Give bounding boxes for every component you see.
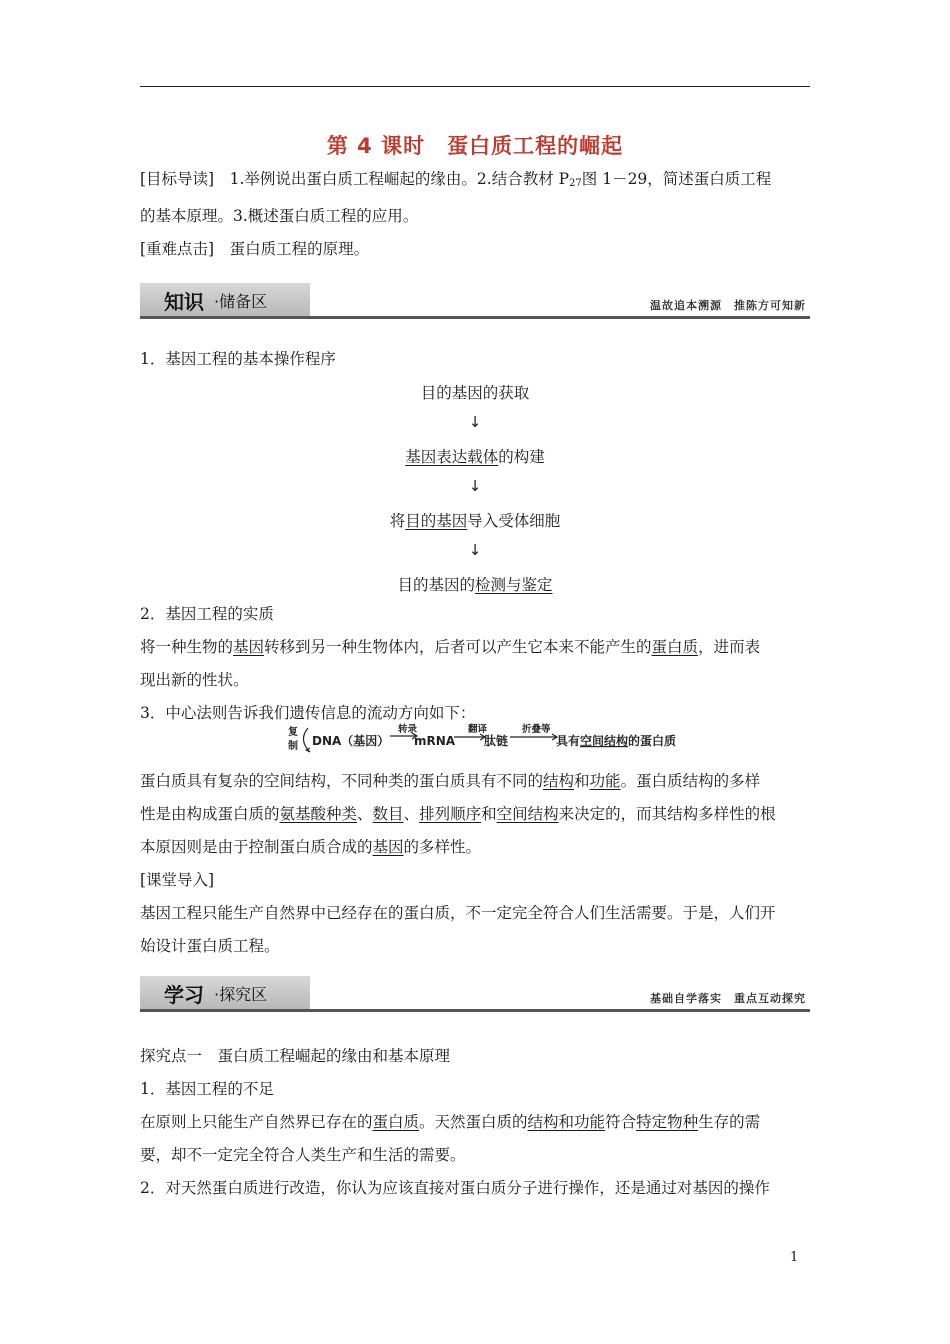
blank-answer: 空间结构: [496, 805, 559, 823]
blank-answer: 蛋白质: [651, 638, 699, 656]
structure-line-1: [140, 765, 812, 798]
banner-rule: [140, 1009, 810, 1012]
flow-step-3-key: 目的基因: [405, 512, 468, 530]
page-ref-subscript: 27: [569, 178, 582, 189]
page-title: 第 4 课时 蛋白质工程的崛起: [326, 134, 624, 158]
item2-line-2: 现出新的性状。: [140, 671, 249, 689]
goals-line-2: 的基本原理。3.概述蛋白质工程的应用。: [140, 207, 419, 225]
blank-answer: 数目: [372, 805, 404, 823]
result-pre: 具有: [556, 734, 581, 748]
item1-heading: 1．基因工程的基本操作程序: [140, 350, 336, 368]
text: ，进而表: [698, 638, 761, 656]
explore-block: [140, 1040, 812, 1205]
banner-slogan: 温故追本溯源 推陈方可知新: [650, 299, 806, 312]
down-arrow-icon: ↓: [468, 413, 482, 431]
goals-line-1: [140, 163, 812, 200]
explore-sub-1: 1．基因工程的不足: [140, 1080, 274, 1098]
result-key: 空间结构: [580, 734, 629, 748]
blank-answer: 基因: [233, 638, 265, 656]
flow-step-3-rest: 导入受体细胞: [467, 512, 561, 530]
explore-heading: 探究点一 蛋白质工程崛起的缘由和基本原理: [140, 1047, 451, 1065]
translation-label: 翻译: [468, 724, 488, 735]
explore-para-1-line-2: 要，却不一定完全符合人类生产和生活的需要。: [140, 1146, 466, 1164]
structure-block: [140, 765, 812, 963]
intro-label: [课堂导入]: [140, 871, 215, 889]
banner-title: 学习: [164, 983, 204, 1007]
key-text: 蛋白质工程的原理。: [214, 240, 370, 258]
banner-slogan: 基础自学落实 重点互动探究: [650, 992, 806, 1005]
banner-title: 知识: [164, 290, 204, 314]
flow-step-2-key: 基因表达载体: [405, 448, 499, 466]
text: 的多样性。: [403, 838, 482, 856]
text: 符合: [605, 1113, 637, 1131]
central-dogma-diagram: [286, 722, 677, 756]
text: 和: [574, 772, 590, 790]
flow-step-4-key: 检测与鉴定: [475, 576, 553, 594]
explore-para-1: [140, 1106, 812, 1139]
flow-step-4: [140, 573, 810, 595]
text: 。天然蛋白质的: [419, 1113, 528, 1131]
blank-answer: 氨基酸种类: [279, 805, 358, 823]
section-banner-knowledge: [140, 283, 810, 319]
item2-line-1: [140, 631, 812, 664]
intro-line-1: 基因工程只能生产自然界中已经存在的蛋白质，不一定完全符合人们生活需要。于是，人们开: [140, 904, 776, 922]
item3-heading: 3．中心法则告诉我们遗传信息的流动方向如下：: [140, 704, 476, 722]
mrna-label: mRNA: [414, 734, 456, 748]
banner-subtitle: ·探究区: [214, 985, 268, 1004]
text: 将一种生物的: [140, 638, 234, 656]
item2-block: [140, 598, 812, 730]
flow-step-2-rest: 的构建: [498, 448, 545, 466]
fuzhi-label-2: 制: [288, 741, 298, 752]
text: 生存的需: [698, 1113, 761, 1131]
blank-answer: 结构和功能: [527, 1113, 606, 1131]
structure-line-3: [140, 831, 812, 864]
page-number: 1: [790, 1250, 799, 1265]
result-post: 的蛋白质: [628, 734, 677, 748]
key-points-line: [140, 233, 812, 266]
text: 蛋白质具有复杂的空间结构，不同种类的蛋白质具有不同的: [140, 772, 544, 790]
goals-text-a: 1.举例说出蛋白质工程崛起的缘由。2.结合教材 P: [214, 170, 570, 188]
banner-rule: [140, 316, 810, 319]
banner-tab: [140, 976, 310, 1010]
text: 性是由构成蛋白质的: [140, 805, 280, 823]
goals-label: [目标导读]: [140, 170, 215, 188]
protein-result: [556, 733, 676, 748]
banner-tab: [140, 283, 310, 317]
blank-answer: 特定物种: [636, 1113, 699, 1131]
peptide-label: 肽链: [484, 734, 509, 748]
folding-label: 折叠等: [522, 724, 551, 735]
intro-line-2: 始设计蛋白质工程。: [140, 937, 280, 955]
text: 。蛋白质结构的多样: [620, 772, 761, 790]
blank-answer: 结构: [543, 772, 575, 790]
fuzhi-label-1: 复: [288, 727, 298, 738]
blank-answer: 基因: [372, 838, 404, 856]
text: 、: [357, 805, 373, 823]
flow-step-4-pre: 目的基因的: [397, 576, 475, 594]
goals-text-b: 图 1－29，简述蛋白质工程: [581, 170, 772, 188]
down-arrow-icon: ↓: [468, 477, 482, 495]
dna-label: DNA（基因）: [312, 734, 390, 748]
blank-answer: 蛋白质: [372, 1113, 420, 1131]
text: 来决定的，而其结构多样性的根: [558, 805, 776, 823]
structure-line-2: [140, 798, 812, 831]
banner-subtitle: ·储备区: [214, 292, 268, 311]
transcription-label: 转录: [398, 724, 418, 735]
blank-answer: 功能: [589, 772, 621, 790]
text: 在原则上只能生产自然界已存在的: [140, 1113, 373, 1131]
section-banner-study: [140, 976, 810, 1012]
down-arrow-icon: ↓: [468, 541, 482, 559]
header-rule: [140, 86, 810, 87]
item2-heading: 2．基因工程的实质: [140, 605, 274, 623]
key-label: [重难点击]: [140, 240, 215, 258]
flow-step-2: [140, 445, 810, 467]
blank-answer: 排列顺序: [419, 805, 482, 823]
text: 和: [481, 805, 497, 823]
text: 、: [403, 805, 420, 823]
explore-sub-2: 2．对天然蛋白质进行改造，你认为应该直接对蛋白质分子进行操作，还是通过对基因的操作: [140, 1179, 770, 1197]
text: 转移到另一种生物体内，后者可以产生它本来不能产生的: [264, 638, 652, 656]
goals-block: [140, 163, 812, 266]
text: 本原因则是由于控制蛋白质合成的: [140, 838, 373, 856]
flow-step-3: [140, 509, 810, 531]
flow-step-3-pre: 将: [389, 512, 406, 530]
flow-step-1: 目的基因的获取: [420, 384, 530, 402]
